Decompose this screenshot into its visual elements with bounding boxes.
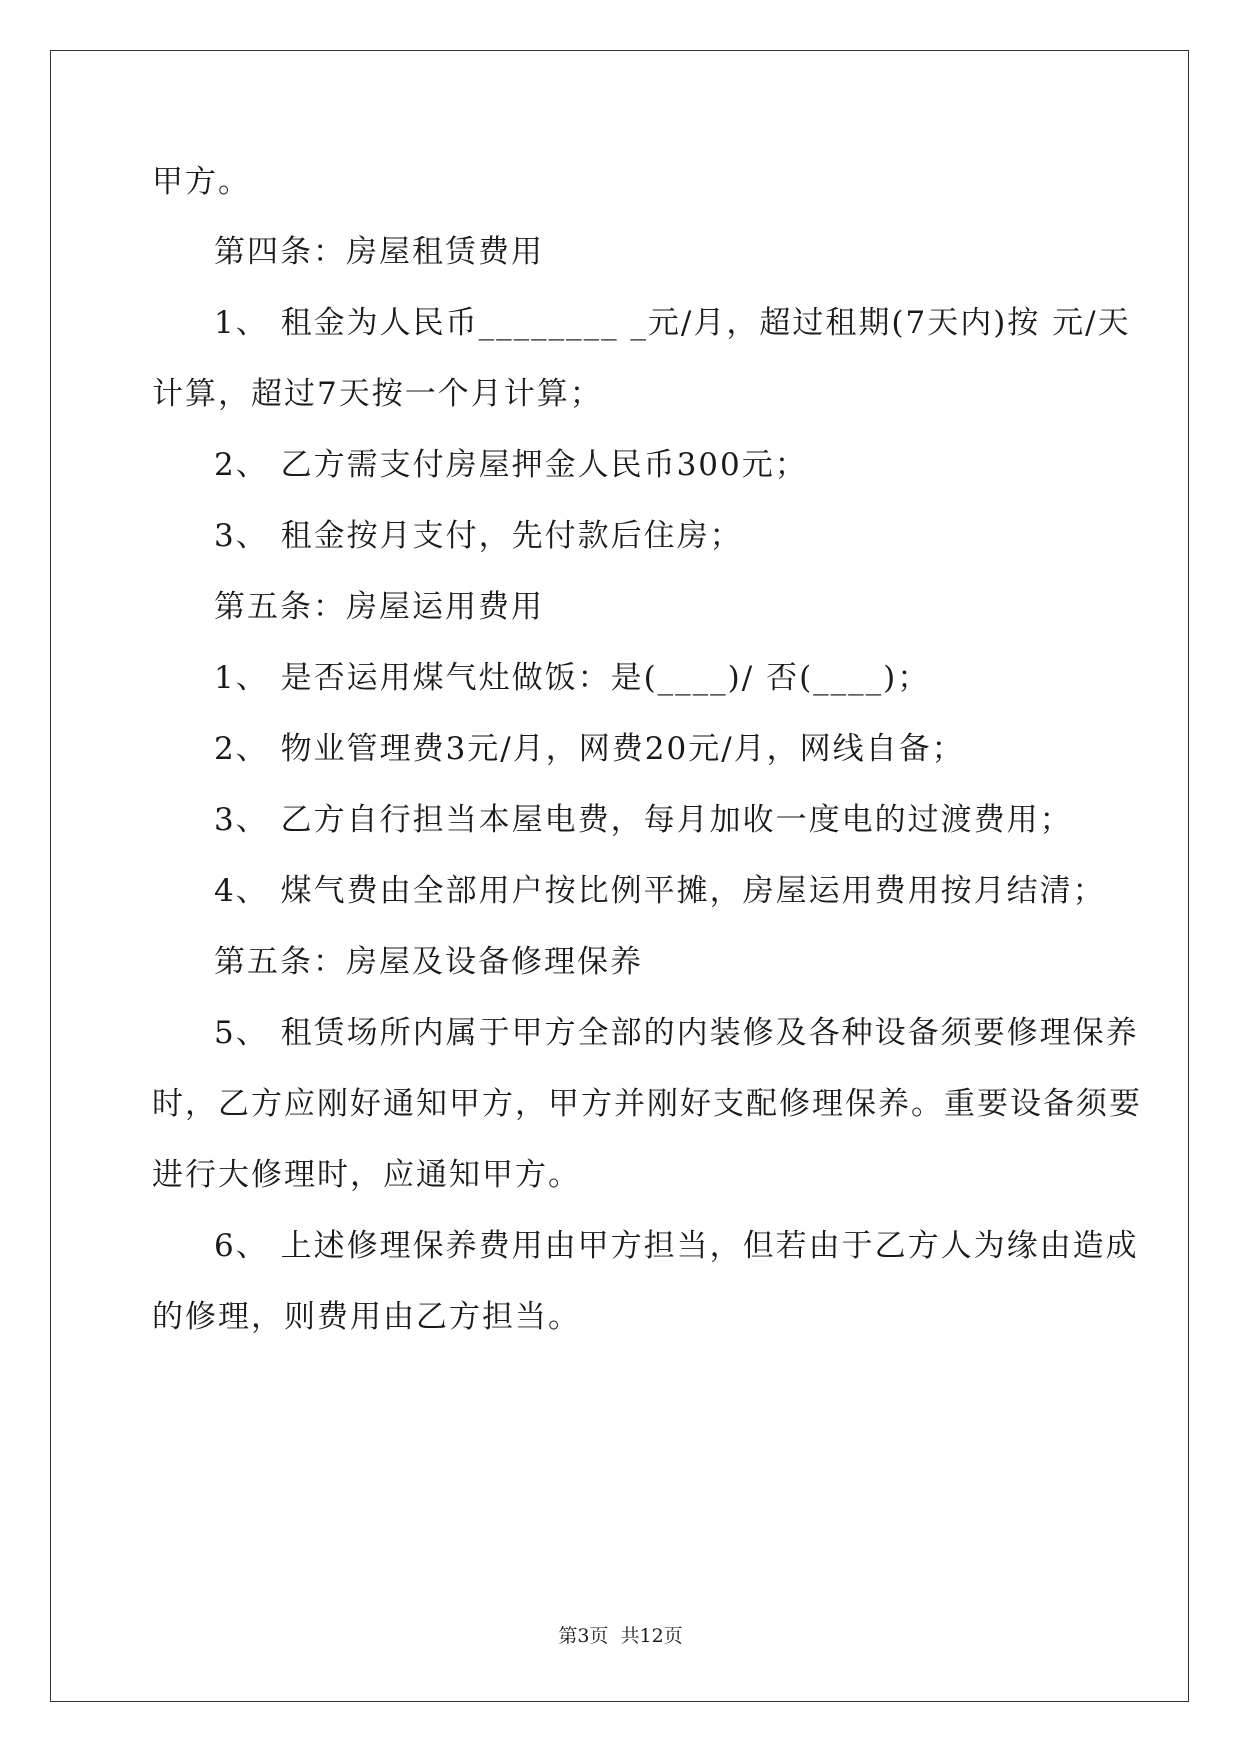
text-line: 时，乙方应刚好通知甲方，甲方并刚好支配修理保养。重要设备须要 [152,1086,1142,1122]
text-line: 3、 租金按月支付，先付款后住房； [214,518,743,554]
text-line: 4、 煤气费由全部用户按比例平摊，房屋运用费用按月结清； [214,873,1106,909]
text-line: 1、 租金为人民币________ _元/月，超过租期(7天内)按 元/天 [214,305,1131,341]
page-number-footer: 第3页 共12页 [558,1625,683,1647]
section-heading-5b: 第五条：房屋及设备修理保养 [214,944,643,980]
text-line: 5、 租赁场所内属于甲方全部的内装修及各种设备须要修理保养 [214,1015,1139,1051]
section-heading-4: 第四条：房屋租赁费用 [214,234,544,270]
text-line: 2、 乙方需支付房屋押金人民币300元； [214,447,808,483]
section-heading-5: 第五条：房屋运用费用 [214,589,544,625]
text-line: 3、 乙方自行担当本屋电费，每月加收一度电的过渡费用； [214,802,1073,838]
text-line: 甲方。 [152,164,251,200]
text-line: 进行大修理时，应通知甲方。 [152,1157,581,1193]
text-line: 2、 物业管理费3元/月，网费20元/月，网线自备； [214,731,965,767]
text-line: 1、 是否运用煤气灶做饭：是(____)/ 否(____)； [214,660,931,696]
text-line: 6、 上述修理保养费用由甲方担当，但若由于乙方人为缘由造成 [214,1228,1139,1264]
text-line: 计算，超过7天按一个月计算； [152,376,603,412]
text-line: 的修理，则费用由乙方担当。 [152,1299,581,1335]
